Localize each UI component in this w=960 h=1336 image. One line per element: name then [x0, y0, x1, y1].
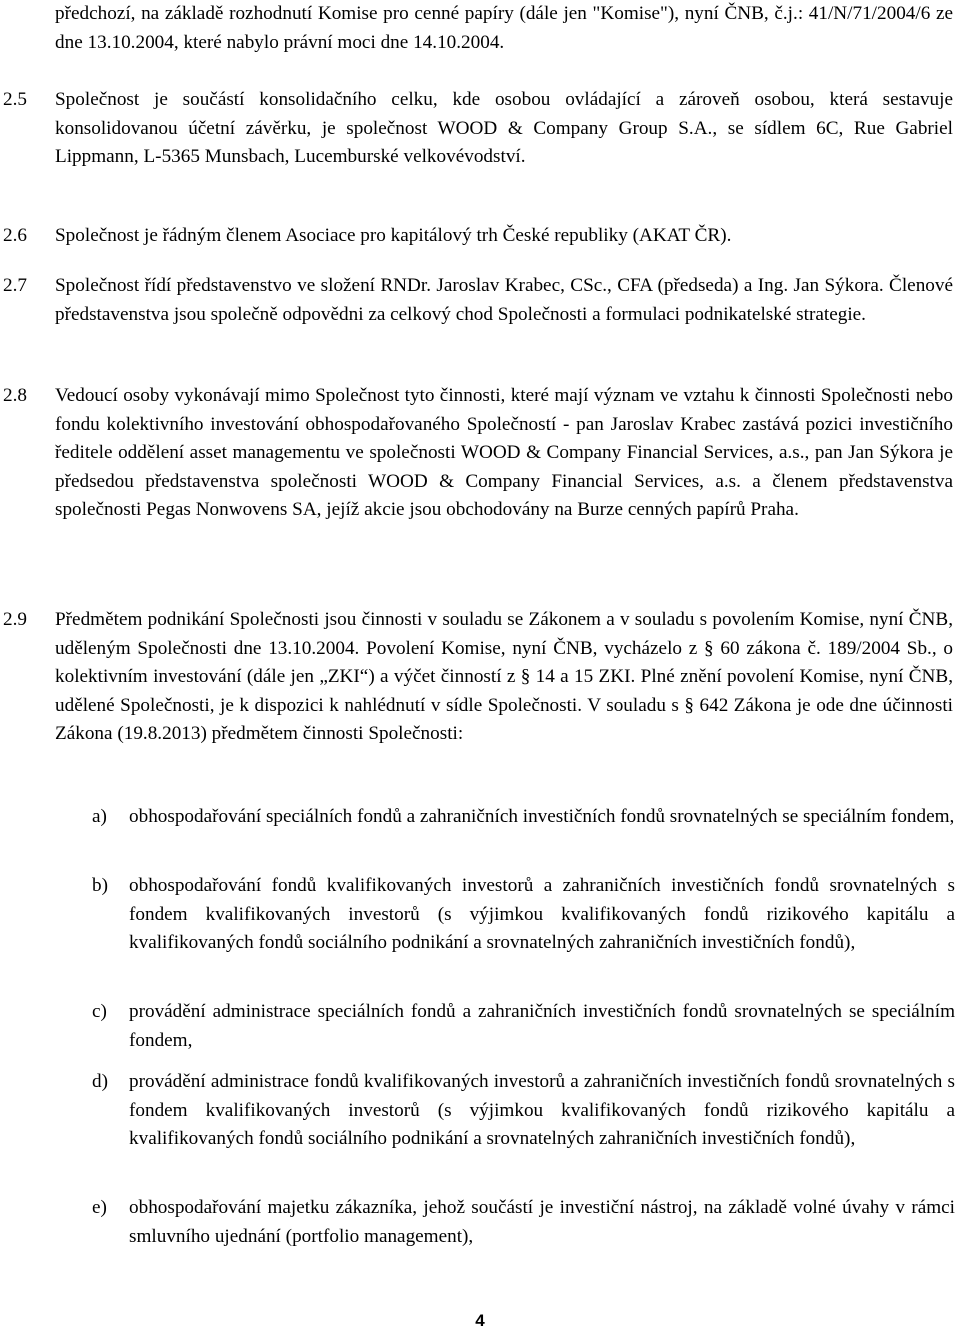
section-number: 2.9: [3, 609, 27, 630]
list-item-letter: b): [92, 875, 108, 896]
section-number: 2.8: [3, 385, 27, 406]
list-item-text: obhospodařování speciálních fondů a zahraničních investičních fondů srovnatelných se speciálním fondem,: [129, 806, 955, 827]
list-item-letter: e): [92, 1197, 107, 1218]
list-item-text: obhospodařování majetku zákazníka, jehož součástí je investiční nástroj, na základě volné úvahy v rámci smluvního ujednání (portfolio management),: [129, 1197, 955, 1247]
page-number: 4: [475, 1311, 485, 1330]
section-number: 2.7: [3, 275, 27, 296]
section-number: 2.6: [3, 225, 27, 246]
list-item-letter: c): [92, 1001, 107, 1022]
list-item-text: obhospodařování fondů kvalifikovaných investorů a zahraničních investičních fondů srovnatelných s fondem kvalifikovaných investorů (s výjimkou kvalifikovaných fondů rizikového kapitálu a kvalifikovaných fondů sociálního podnikání a srovnatelných zahraničních investičních fondů),: [129, 875, 955, 954]
list-item-text: provádění administrace fondů kvalifikovaných investorů a zahraničních investičních fondů srovnatelných s fondem kvalifikovaných investorů (s výjimkou kvalifikovaných fondů rizikového kapitálu a kvalifikovaných fondů sociálního podnikání a srovnatelných zahraničních investičních fondů),: [129, 1071, 955, 1150]
section-text: Předmětem podnikání Společnosti jsou činnosti v souladu se Zákonem a v souladu s povolením Komise, nyní ČNB, uděleným Společnosti dne 13.10.2004. Povolení Komise, nyní ČNB, vycházelo z § 60 zákona č. 189/2004 Sb., o kolektivním investování (dále jen „ZKI“) a výčet činností z § 14 a 15 ZKI. Plné znění povolení Komise, nyní ČNB, udělené Společnosti, je k dispozici k nahlédnutí v sídle Společnosti. V souladu s § 642 Zákona je ode dne účinnosti Zákona (19.8.2013) předmětem činnosti Společnosti:: [55, 609, 953, 745]
section-text: Vedoucí osoby vykonávají mimo Společnost tyto činnosti, které mají význam ve vztahu k činnosti Společnosti nebo fondu kolektivního investování obhospodařovaného Společností - pan Jaroslav Krabec zastává pozici investičního ředitele oddělení asset managementu ve společnosti WOOD & Company Financial Services, a.s., pan Jan Sýkora je předsedou představenstva společnosti WOOD & Company Financial Services, a.s. a členem představenstva společnosti Pegas Nonwovens SA, jejíž akcie jsou obchodovány na Burze cenných papírů Praha.: [55, 385, 953, 521]
section-text: Společnost řídí představenstvo ve složení RNDr. Jaroslav Krabec, CSc., CFA (předseda) a Ing. Jan Sýkora. Členové představenstva jsou společně odpovědni za celkový chod Společnosti a formulaci podnikatelské strategie.: [55, 275, 953, 325]
list-item-letter: a): [92, 806, 107, 827]
list-item-letter: d): [92, 1071, 108, 1092]
list-item-text: provádění administrace speciálních fondů a zahraničních investičních fondů srovnatelných se speciálním fondem,: [129, 1001, 955, 1051]
section-number: 2.5: [3, 89, 27, 110]
intro-paragraph: předchozí, na základě rozhodnutí Komise pro cenné papíry (dále jen "Komise"), nyní ČNB, č.j.: 41/N/71/2004/6 ze dne 13.10.2004, které nabylo právní moci dne 14.10.2004.: [55, 3, 953, 53]
section-text: Společnost je součástí konsolidačního celku, kde osobou ovládající a zároveň osobou, která sestavuje konsolidovanou účetní závěrku, je společnost WOOD & Company Group S.A., se sídlem 6C, Rue Gabriel Lippmann, L-5365 Munsbach, Lucemburské velkovévodství.: [55, 89, 953, 168]
section-text: Společnost je řádným členem Asociace pro kapitálový trh České republiky (AKAT ČR).: [55, 225, 732, 246]
